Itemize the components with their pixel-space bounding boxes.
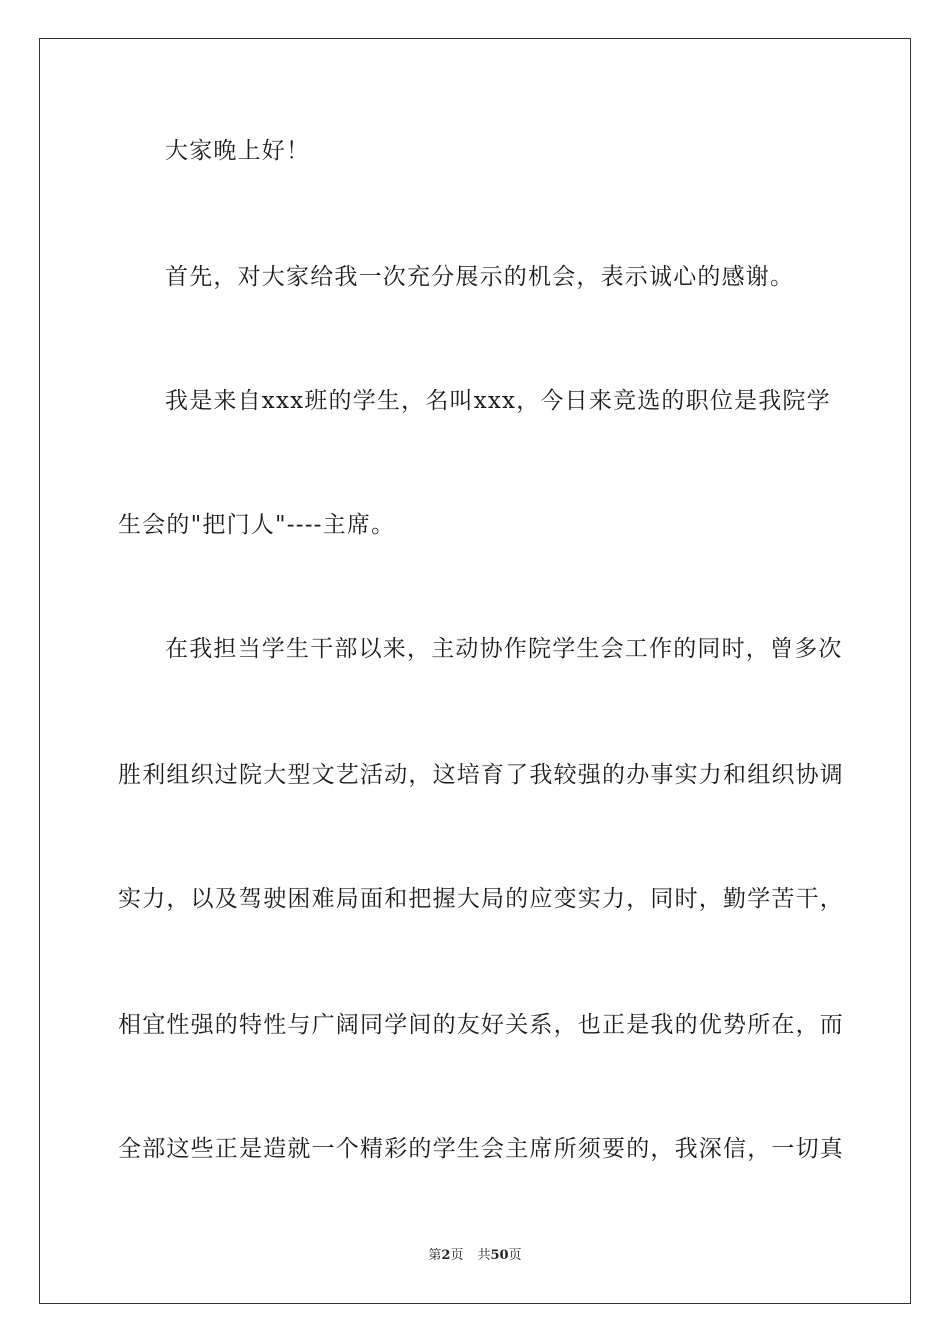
page-number: 2 — [441, 1248, 451, 1263]
page-frame — [39, 38, 911, 1304]
text-line: 生会的"把门人"----主席。 — [118, 512, 396, 538]
total-suffix: 页 — [508, 1248, 522, 1263]
text-line: 胜利组织过院大型文艺活动，这培育了我较强的办事实力和组织协调 — [118, 762, 844, 788]
text-line: 实力，以及驾驶困难局面和把握大局的应变实力，同时，勤学苦干， — [118, 886, 844, 912]
text-line: 相宜性强的特性与广阔同学间的友好关系，也正是我的优势所在，而 — [118, 1012, 844, 1038]
total-prefix: 共 — [477, 1248, 491, 1263]
text-line: 首先，对大家给我一次充分展示的机会，表示诚心的感谢。 — [165, 264, 795, 290]
text-line: 我是来自xxx班的学生，名叫xxx，今日来竞选的职位是我院学 — [165, 388, 831, 414]
page-prefix: 第 — [428, 1248, 442, 1263]
page-footer — [0, 1247, 950, 1265]
text-line: 全部这些正是造就一个精彩的学生会主席所须要的，我深信，一切真 — [118, 1136, 844, 1162]
greeting-line: 大家晚上好！ — [165, 138, 311, 164]
total-pages: 50 — [490, 1248, 509, 1263]
page-suffix: 页 — [450, 1248, 464, 1263]
text-line: 在我担当学生干部以来，主动协作院学生会工作的同时，曾多次 — [165, 636, 843, 662]
